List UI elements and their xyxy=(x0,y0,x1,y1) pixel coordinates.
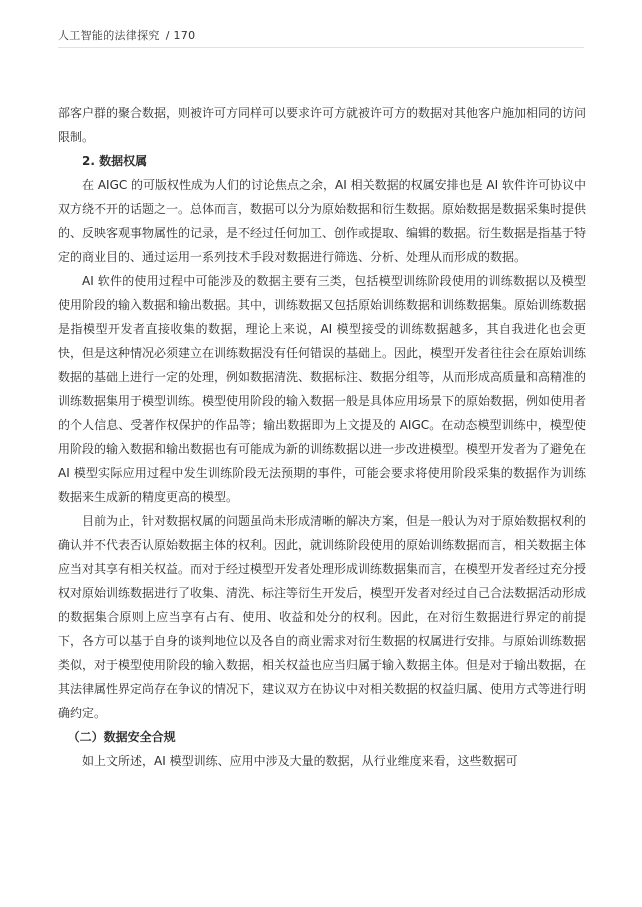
heading-data-rights: 2. 数据权属 xyxy=(82,154,148,168)
page-number: / 170 xyxy=(165,29,196,42)
book-title: 人工智能的法律探究 xyxy=(58,29,160,42)
running-header xyxy=(58,27,195,43)
header-divider xyxy=(58,47,584,48)
body-text xyxy=(58,101,586,773)
paragraph: 如上文所述，AI 模型训练、应用中涉及大量的数据，从行业维度来看，这些数据可 xyxy=(82,754,518,768)
paragraph-carryover: 部客户群的聚合数据，则被许可方同样可以要求许可方就被许可方的数据对其他客户施加相同的访问限制。 xyxy=(58,106,587,144)
paragraph: 在 AIGC 的可版权性成为人们的讨论焦点之余，AI 相关数据的权属安排也是 AI 软件许可协议中双方绕不开的话题之一。总体而言，数据可以分为原始数据和衍生数据。原始数据是数据采集时提供的、反映客观事物属性的记录，是不经过任何加工、创作或提取、编辑的数据。衍生数据是指基于特定的商业目的、通过运用一系列技术手段对数据进行筛选、分析、处理从而形成的数据。 xyxy=(58,178,587,264)
paragraph: AI 软件的使用过程中可能涉及的数据主要有三类，包括模型训练阶段使用的训练数据以及模型使用阶段的输入数据和输出数据。其中，训练数据又包括原始训练数据和训练数据集。原始训练数据是指模型开发者直接收集的数据，理论上来说，AI 模型接受的训练数据越多，其自我进化也会更快，但是这种情况必须建立在训练数据没有任何错误的基础上。因此，模型开发者往往会在原始训练数据的基础上进行一定的处理，例如数据清洗、数据标注、数据分组等，从而形成高质量和高精准的训练数据集用于模型训练。模型使用阶段的输入数据一般是具体应用场景下的原始数据，例如使用者的个人信息、受著作权保护的作品等；输出数据即为上文提及的 AIGC。在动态模型训练中，模型使用阶段的输入数据和输出数据也有可能成为新的训练数据以进一步改进模型。模型开发者为了避免在 AI 模型实际应用过程中发生训练阶段无法预期的事件，可能会要求将使用阶段采集的数据作为训练数据来生成新的精度更高的模型。 xyxy=(58,274,587,504)
paragraph: 目前为止，针对数据权属的问题虽尚未形成清晰的解决方案，但是一般认为对于原始数据权利的确认并不代表否认原始数据主体的权利。因此，就训练阶段使用的原始训练数据而言，相关数据主体应当对其享有相关权益。而对于经过模型开发者处理形成训练数据集而言，在模型开发者经过充分授权对原始训练数据进行了收集、清洗、标注等衍生开发后，模型开发者对经过自己合法数据活动形成的数据集合原则上应当享有占有、使用、收益和处分的权利。因此，在对衍生数据进行界定的前提下，各方可以基于自身的谈判地位以及各自的商业需求对衍生数据的权属进行安排。与原始训练数据类似，对于模型使用阶段的输入数据，相关权益也应当归属于输入数据主体。但是对于输出数据，在其法律属性界定尚存在争议的情况下，建议双方在协议中对相关数据的权益归属、使用方式等进行明确约定。 xyxy=(58,514,587,720)
heading-data-security: （二）数据安全合规 xyxy=(67,730,176,744)
